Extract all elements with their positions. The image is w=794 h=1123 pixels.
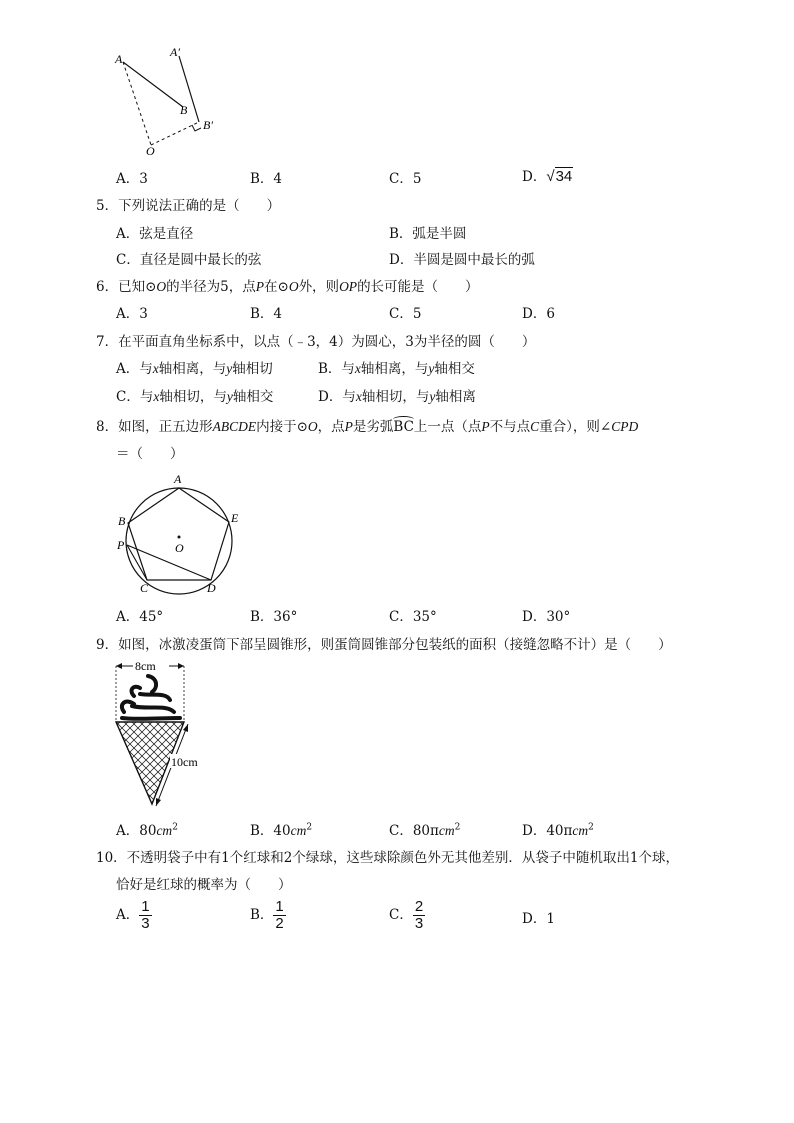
q10-stem-line2: 恰好是红球的概率为（ ） [116,877,292,893]
q8-stem [96,415,638,435]
q7d-y: y [429,389,436,404]
ice-cream-icon [122,676,180,719]
q9-option-c[interactable] [389,819,460,839]
label-d: D [207,581,216,595]
q10a-numerator: 1 [141,898,150,915]
segment-pd [127,545,211,580]
segment-ao-dashed [123,62,151,145]
q10c-prefix: C． [389,907,413,923]
q7c-y: y [226,389,233,404]
q6-text-4: 外，则 [298,279,340,295]
sqrt-symbol: √34 [546,168,573,185]
q7b-t2: 轴相离，与 [360,361,429,377]
label-e: E [231,511,239,525]
q8-t4: 是劣弧 [352,419,394,435]
slant-arrowhead-bottom [156,798,161,806]
q7c-x: x [153,389,160,404]
q8-var-p2: P [481,419,490,434]
q10-option-b[interactable] [250,899,286,932]
q7d-x: x [355,389,362,404]
q7d-t3: 轴相离 [435,389,476,405]
q4-option-d-radicand: 34 [555,168,573,185]
width-label: 8cm [135,659,156,673]
q6-text-3: 在⊙ [264,279,289,295]
q4-option-d-prefix: D． [522,169,547,185]
q6-option-c[interactable]: C．5 [389,306,422,322]
q8-var-cpd: CPD [611,419,639,434]
q7a-t1: A．与 [116,361,153,377]
q9-option-d[interactable] [522,819,594,839]
q6-option-a[interactable]: A．3 [116,306,148,322]
q7-option-b[interactable] [318,357,475,377]
q7d-t2: 轴相切，与 [361,389,430,405]
q10c-denominator: 3 [414,915,424,932]
q4-option-b[interactable]: B．4 [250,171,283,187]
q7a-t3: 轴相切 [232,361,273,377]
label-o: O [175,541,184,555]
slant-label: 10cm [171,755,198,769]
q9d-exp: 2 [588,822,594,833]
q10c-numerator: 2 [414,898,424,915]
q10a-denominator: 3 [141,915,150,932]
q8-option-a[interactable]: A．45° [116,609,164,625]
q6-text-1: 6．已知⊙ [96,279,157,295]
q9a-exp: 2 [172,822,178,833]
q8-var-c: C [530,419,540,434]
q9c-value: C．80π [389,823,439,839]
q10b-prefix: B． [250,907,274,923]
q7-option-a[interactable] [116,357,273,377]
q8-stem-line2: ＝（ ） [116,446,184,462]
q9b-value: B．40 [250,823,291,839]
figure-q4 [100,42,230,162]
q9a-value: A．80 [116,823,157,839]
q10b-denominator: 2 [275,915,284,932]
q7b-y: y [428,361,435,376]
q5-option-b[interactable]: B．弧是半圆 [389,226,467,242]
q9c-exp: 2 [454,822,461,833]
q7-option-c[interactable] [116,385,273,405]
q9-option-b[interactable] [250,819,312,839]
q6-var-op: OP [339,279,358,294]
q10-option-d[interactable]: D．1 [522,911,555,927]
label-c: C [140,581,149,595]
q7c-t1: C．与 [116,389,154,405]
q7a-t2: 轴相离，与 [158,361,227,377]
q7c-t3: 轴相交 [232,389,274,405]
slant-arrowhead-top [183,724,188,732]
q5-option-c[interactable]: C．直径是圆中最长的弦 [116,252,262,268]
label-p: P [117,538,125,552]
q8-t1: 8．如图，正五边形 [96,419,213,435]
q9a-unit: cm [156,823,173,838]
label-a: A [115,52,123,66]
q10b-fraction [273,899,285,932]
q8-t7: 重合），则∠ [539,419,612,435]
q5-option-d[interactable]: D．半圆是圆中最长的弧 [389,252,535,268]
label-a: A [174,472,182,486]
q6-var-o2: O [288,279,299,294]
q5-stem: 5．下列说法正确的是（ ） [96,198,281,214]
q6-text-2: 的半径为5，点 [166,279,256,295]
q6-option-d[interactable]: D．6 [522,306,555,322]
center-dot [178,536,181,539]
q6-var-o: O [156,279,167,294]
q9d-unit: cm [572,823,589,838]
q4-option-a[interactable]: A．3 [116,171,148,187]
label-b: B [118,514,126,528]
q8-t2: 内接于⊙ [256,419,308,435]
q8-t5: 上一点（点 [413,419,482,435]
q9c-unit: cm [438,823,455,838]
q7b-t3: 轴相交 [434,361,475,377]
q7-stem: 7．在平面直角坐标系中，以点（﹣3，4）为圆心，3为半径的圆（ ） [96,334,536,350]
label-o: O [146,144,155,158]
q7b-x: x [354,361,361,376]
q10-option-a[interactable] [116,899,152,932]
q7d-t1: D．与 [318,389,356,405]
q8-var-p: P [344,419,353,434]
q9-stem: 9．如图，冰激凌蛋筒下部呈圆锥形，则蛋筒圆锥部分包装纸的面积（接缝忽略不计）是（ ） [96,637,672,653]
arrowhead-right [178,663,184,669]
q4-option-c[interactable]: C．5 [389,171,422,187]
q8-option-d[interactable]: D．30° [522,609,571,625]
q8-var-abcde: ABCDE [212,419,257,434]
q10b-numerator: 1 [275,898,284,915]
q6-stem [96,275,479,295]
q8-t6: 不与点 [489,419,531,435]
q10-stem-line1: 10．不透明袋子中有1个红球和2个绿球，这些球除颜色外无其他差别．从袋子中随机取出1个球， [96,850,679,866]
q7a-y: y [226,361,233,376]
q9-option-a[interactable] [116,819,178,839]
q4-option-d[interactable] [522,165,573,185]
right-angle-mark [192,125,201,131]
q10c-fraction [413,899,425,932]
q7c-t2: 轴相切，与 [159,389,227,405]
label-b: B [180,103,188,117]
q9d-value: D．40π [522,823,573,839]
q7b-t1: B．与 [318,361,355,377]
q7-option-d[interactable] [318,385,476,405]
q9b-unit: cm [290,823,307,838]
segment-ab [123,62,183,107]
q6-var-p: P [255,279,264,294]
q9b-exp: 2 [306,822,313,833]
q10a-fraction [139,899,151,932]
q6-option-b[interactable]: B．4 [250,306,283,322]
q8-t3: ，点 [317,419,345,435]
figure-q9 [108,656,218,808]
label-b-prime: B′ [203,118,213,132]
q5-option-a[interactable]: A．弦是直径 [116,226,194,242]
q6-text-5: 的长可能是（ ） [357,279,479,295]
q10-option-c[interactable] [389,899,425,932]
arc-bc: BC [393,419,414,435]
label-a-prime: A′ [170,45,180,59]
figure-q8 [112,468,252,598]
q8-option-b[interactable]: B．36° [250,609,298,625]
q8-var-o: O [307,419,318,434]
arrowhead-left [116,663,122,669]
q8-option-c[interactable]: C．35° [389,609,437,625]
q10a-prefix: A． [116,907,140,923]
q7a-x: x [152,361,159,376]
